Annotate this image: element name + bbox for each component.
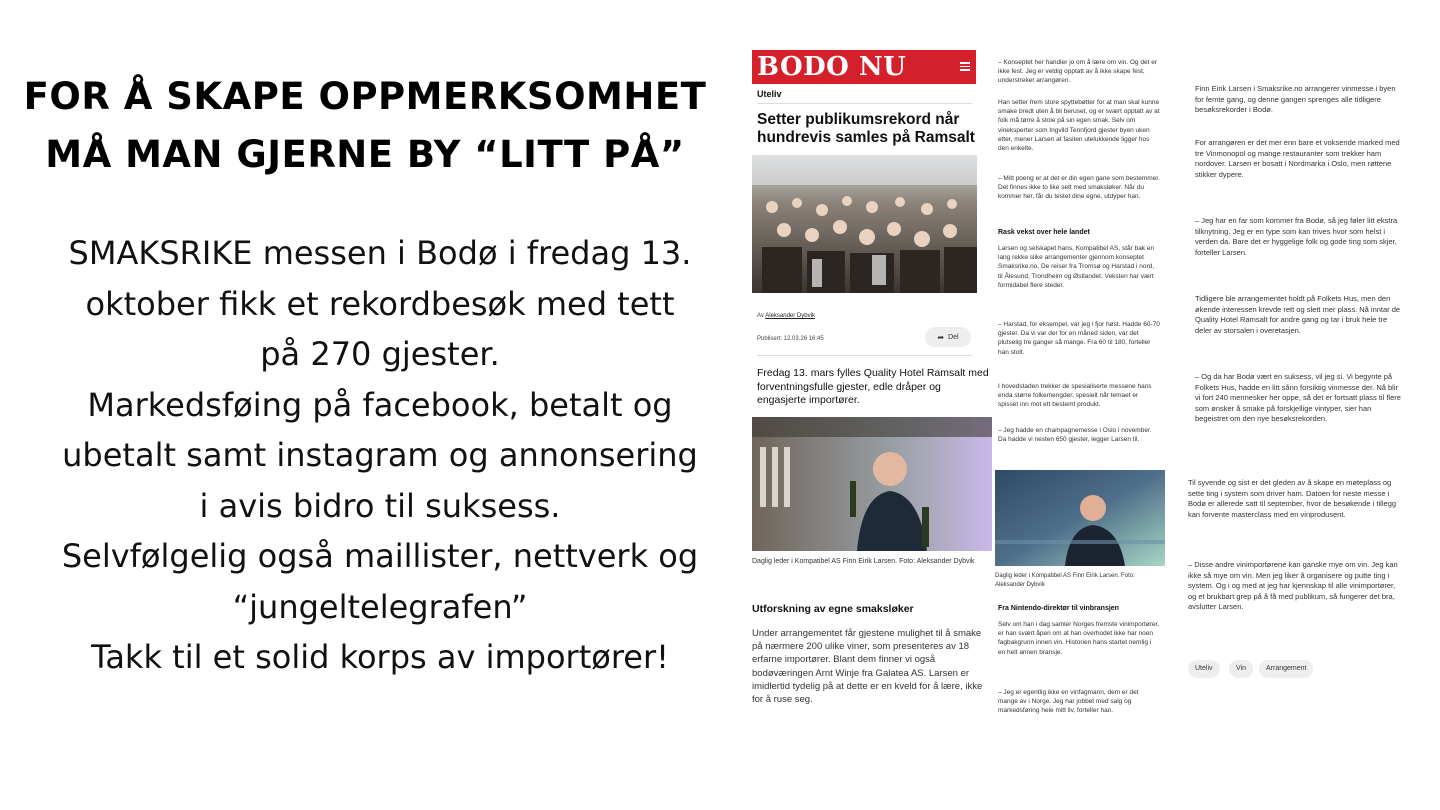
paragraph: Tidligere ble arrangementet holdt på Folkets Hus, men den økende interessen krevde rett og slett mer plass. Nå inntar de Quality Hotel Ramsalt for andre gang og tar i bruk hele tre deler av storsalen i overetasjen. bbox=[1195, 294, 1401, 335]
photo-caption: Daglig leder i Kompatibel AS Finn Eirik Larsen. Foto: Aleksander Dybvik bbox=[995, 573, 1135, 588]
photo-caption: Daglig leder i Kompatibel AS Finn Eirik Larsen. Foto: Aleksander Dybvik bbox=[752, 558, 975, 565]
body-line: Takk til et solid korps av importører! bbox=[91, 638, 669, 676]
crowd-photo bbox=[752, 155, 977, 293]
article-title: Setter publikumsrekord når hundrevis samles på Ramsalt bbox=[757, 111, 975, 146]
paragraph: – Disse andre vinimportørene kan ganske mye om vin. Jeg kan ikke så mye om vin. Men jeg liker å organisere og putte ting i system. Og i og med at jeg har kjennskap til alle vinimportører, og et brukbart grep på å få med publikum, så fungerer det bra, avslutter Larsen. bbox=[1188, 560, 1398, 611]
article-clipping-2 bbox=[993, 58, 1169, 738]
paragraph: Til syvende og sist er det gleden av å skape en møteplass og sette ting i system som driver ham. Datoen for neste messe i Bodø er allerede satt til september, hvor de besøkende i tillegg kan forvente masterclass med en vinprodusent. bbox=[1188, 478, 1397, 519]
author-link[interactable]: Aleksander Dybvik bbox=[765, 313, 815, 319]
paragraph: – Jeg hadde en champagnemesse i Oslo i november. Da hadde vi nesten 650 gjester, legger Larsen til. bbox=[998, 427, 1152, 444]
paragraph: – Mitt poeng er at det er din egen gane som bestemmer. Det finnes ikke to like sett med smaksløker. Når du kommer her, får du testet dine egne, utdyper han. bbox=[998, 175, 1160, 201]
body-line: i avis bidro til suksess. bbox=[199, 486, 561, 525]
body-line: ubetalt samt instagram og annonsering bbox=[62, 436, 698, 474]
masthead bbox=[752, 50, 976, 84]
hamburger-menu-icon[interactable] bbox=[960, 62, 970, 71]
paragraph: Larsen og selskapet hans, Kompatibel AS, står bak en lang rekke slike arrangementer gjennom konseptet Smaksrike.no. De reiser fra Tromsø og Harstad i nord, til Ålesund, Trondheim og Østlandet. Veksten har vært formidabel flere steder. bbox=[998, 245, 1155, 289]
publish-date: Publisert: 12.03.26 16:45 bbox=[757, 336, 824, 342]
subheading: Utforskning av egne smaksløker bbox=[752, 603, 914, 615]
article-lead: Fredag 13. mars fylles Quality Hotel Ramsalt med forventningsfulle gjester, edle dråper og engasjerte importører. bbox=[757, 367, 989, 406]
tag-arrangement[interactable]: Arrangement bbox=[1259, 660, 1313, 678]
body-line: SMAKSRIKE messen i Bodø i fredag 13. bbox=[68, 234, 692, 272]
paragraph: – Jeg har en far som kommer fra Bodø, så jeg føler litt ekstra tilknytning. Jeg er en type som kan trives hvor som helst i verden da. Bare det er hyggelige folk og gode ting som skjer, forteller Larsen. bbox=[1195, 216, 1398, 257]
subheading: Fra Nintendo-direktør til vinbransjen bbox=[998, 605, 1119, 612]
paragraph: Selv om han i dag samler Norges fremste vinimportører, er han svært åpen om at han overhodet ikke har noen fagbakgrunn innen vin. Historien hans startet nemlig i en helt annen bransje. bbox=[998, 621, 1160, 656]
body-text bbox=[30, 228, 730, 683]
body-line: Markedsføing på facebook, betalt og bbox=[87, 385, 673, 424]
paragraph: – Konseptet her handler jo om å lære om vin. Og det er ikke fest. Jeg er veldig opptatt av å ikke skape fest, understreker arrangøren. bbox=[998, 59, 1157, 85]
headline-line-2: MÅ MAN GJERNE BY “LITT PÅ” bbox=[45, 133, 685, 176]
subheading: Rask vekst over hele landet bbox=[998, 229, 1090, 236]
divider bbox=[757, 355, 972, 356]
portrait-photo bbox=[752, 417, 992, 551]
share-button[interactable] bbox=[925, 327, 971, 347]
paragraph: – Og da har Bodø vært en suksess, vil jeg si. Vi begynte på Folkets Hus, hadde en litt sånn forsiktig vinmesse der. Nå blir vi fort 240 mennesker her oppe, så det er fortsatt plass til flere som ønsker å smake på forskjellige vintyper, sier han begeistret om den nye besøksrekorden. bbox=[1195, 372, 1401, 423]
body-line: oktober fikk et rekordbesøk med tett bbox=[85, 284, 675, 323]
byline-prefix: Av bbox=[757, 313, 764, 319]
tag-vin[interactable]: Vin bbox=[1229, 660, 1253, 678]
section-label[interactable]: Uteliv bbox=[757, 89, 782, 99]
headline bbox=[20, 68, 710, 184]
tag-uteliv[interactable]: Uteliv bbox=[1188, 660, 1220, 678]
divider bbox=[757, 103, 972, 104]
portrait-photo-small bbox=[995, 470, 1165, 566]
headline-line-1: FOR Å SKAPE OPPMERKSOMHET bbox=[23, 75, 707, 118]
article-clipping-1 bbox=[752, 47, 992, 737]
byline bbox=[757, 313, 815, 319]
paragraph: – Jeg er egentlig ikke en vinfagmann, dem er det mange av i Norge. Jeg har jobbet med salg og markedsføring hele mitt liv, forteller han. bbox=[998, 689, 1139, 715]
paragraph: – Harstad, for eksempel, var jeg i fjor høst. Hadde 60-70 gjester. Da vi var der for en måned siden, var det plutselig tre ganger så mange. Fra 60 til 180, forteller han stolt. bbox=[998, 321, 1160, 356]
body-line: Selvfølgelig også maillister, nettverk og bbox=[61, 537, 699, 575]
paragraph: For arrangøren er det mer enn bare et voksende marked med tre Vinmonopol og mange restauranter som trekker ham nordover. Larsen er bosatt i Nordmarka i Oslo, men røttene stikker dypere. bbox=[1195, 138, 1400, 179]
body-line: “jungeltelegrafen” bbox=[232, 587, 528, 626]
paragraph: Under arrangementet får gjestene mulighet til å smake på nærmere 200 ulike viner, som presenteres av 18 erfarne importører. Blant dem finner vi også bodøværingen Arnt Winje fra Galatea AS. Larsen er imidlertid tydelig på at dette er en kveld for å lære, ikke for å ruse seg. bbox=[752, 628, 983, 706]
paragraph: Han setter frem store spyttebøtter for at man skal kunne smake bredt uten å bli beruset, og er svært opptatt av at folk må tørre å stole på sin egen smak. Selv om vineksperter som Ingvild Tennfjord gjester byen uken etter, mener Larsen at fasiten utelukkende ligger hos den enkelte. bbox=[998, 99, 1160, 153]
body-line: på 270 gjester. bbox=[260, 335, 500, 373]
brand-logo: BODO NU bbox=[757, 52, 907, 82]
paragraph: I hovedstaden trekker de spesialiserte messene hans enda større folkemengder, spesielt når temaet er spisset inn mot ett bestemt produkt. bbox=[998, 383, 1152, 409]
share-label: Del bbox=[948, 333, 959, 341]
article-clipping-3 bbox=[1183, 84, 1415, 684]
share-arrow-icon: ➦ bbox=[937, 332, 945, 342]
paragraph: Finn Eirik Larsen i Smaksrike.no arrangerer vinmesse i byen for femte gang, og denne gangen sprenges alle tidligere besøksrekorder i Bodø. bbox=[1195, 84, 1396, 114]
